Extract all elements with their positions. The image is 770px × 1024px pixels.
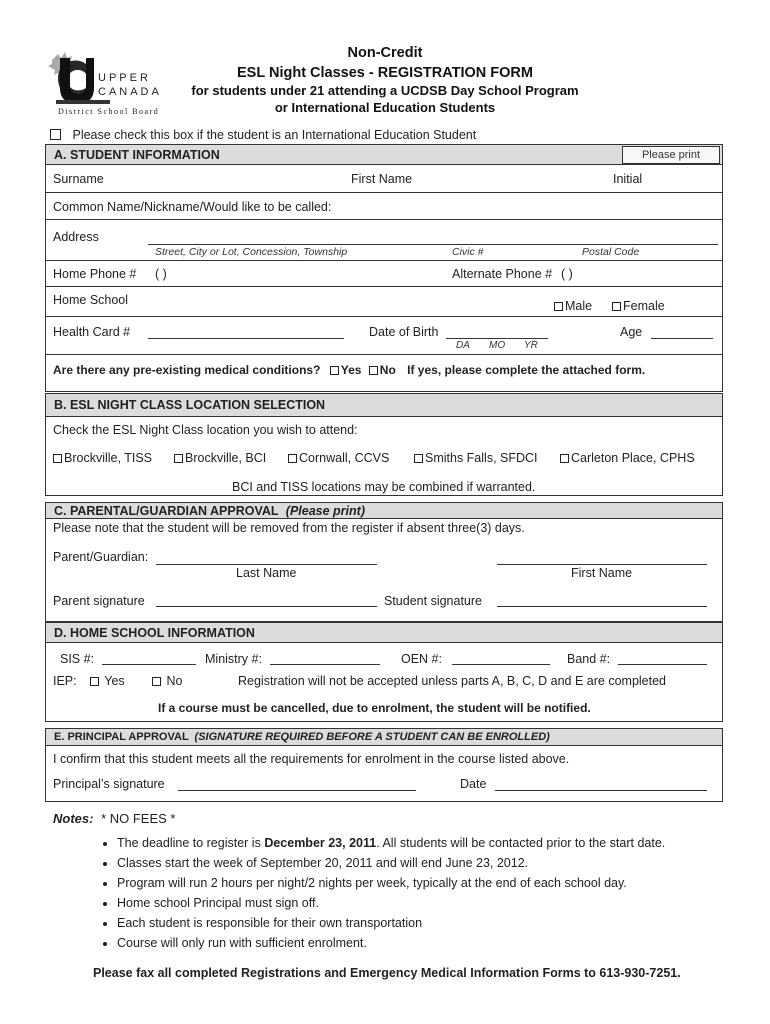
section-e-title-tail: (SIGNATURE REQUIRED BEFORE A STUDENT CAN BE ENROLLED) [194, 731, 550, 743]
no-fees: * NO FEES * [101, 811, 176, 826]
location-note: BCI and TISS locations may be combined if warranted. [232, 480, 536, 494]
home-phone-label: Home Phone # [53, 267, 137, 281]
medical-tail: If yes, please complete the attached form. [407, 363, 646, 377]
section-c-header [45, 502, 723, 519]
dob-mo: MO [489, 340, 506, 351]
alt-phone-label: Alternate Phone # [452, 267, 553, 281]
band-line[interactable] [618, 664, 707, 665]
iep-no-option[interactable] [152, 674, 182, 688]
principal-signature-label: Principal’s signature [53, 777, 165, 791]
section-e-header [45, 728, 723, 746]
age-line[interactable] [651, 338, 713, 339]
ministry-line[interactable] [270, 664, 380, 665]
location-checkbox-3[interactable] [288, 454, 297, 463]
age-label: Age [620, 325, 643, 339]
student-signature-line[interactable] [497, 606, 707, 607]
student-signature-label: Student signature [384, 594, 482, 608]
location-label-3: Cornwall, CCVS [299, 451, 390, 465]
section-a-title: A. STUDENT INFORMATION [54, 148, 220, 162]
dob-line[interactable] [446, 338, 548, 339]
fax-instruction: Please fax all completed Registrations and Emergency Medical Information Forms to 613-930-7251. [93, 966, 681, 980]
notes-item: • Classes start the week of September 20, 2011 and will end June 23, 2012. [117, 856, 665, 871]
last-name-caption: Last Name [236, 566, 297, 580]
parent-guardian-label: Parent/Guardian: [53, 550, 149, 564]
location-label-4: Smiths Falls, SFDCI [425, 451, 538, 465]
principal-confirm: I confirm that this student meets all the requirements for enrolment in the course listed above. [53, 752, 570, 766]
medical-no-checkbox[interactable] [369, 366, 378, 375]
section-b-title: B. ESL NIGHT CLASS LOCATION SELECTION [54, 398, 326, 412]
notes-item: • Each student is responsible for their own transportation [117, 916, 665, 931]
medical-question: Are there any pre-existing medical conditions? [53, 363, 321, 377]
iep-no-label: No [166, 674, 183, 688]
address-sub-postal: Postal Code [582, 246, 640, 258]
surname-label: Surname [53, 172, 104, 186]
location-checkbox-4[interactable] [414, 454, 423, 463]
parent-signature-label: Parent signature [53, 594, 145, 608]
sis-line[interactable] [102, 664, 196, 665]
medical-no-label: No [379, 363, 396, 377]
address-sub-street: Street, City or Lot, Concession, Township [155, 246, 348, 258]
parent-first-name-line[interactable] [497, 564, 707, 565]
location-option-5[interactable] [560, 451, 695, 465]
logo-board: District School Board [58, 107, 160, 116]
home-school-label: Home School [53, 293, 129, 307]
header-line3: for students under 21 attending a UCDSB Day School Program [191, 83, 579, 98]
medical-yes-checkbox[interactable] [330, 366, 339, 375]
male-option[interactable] [554, 299, 592, 313]
section-e-title: E. PRINCIPAL APPROVAL [54, 731, 189, 743]
logo-canada: CANADA [98, 86, 162, 98]
location-instruction: Check the ESL Night Class location you wish to attend: [53, 423, 358, 437]
oen-line[interactable] [452, 664, 550, 665]
location-checkbox-2[interactable] [174, 454, 183, 463]
notes-item-deadline: • The deadline to register is December 23, 2011. All students will be contacted prior to the start date. [117, 836, 665, 851]
header-line4: or International Education Students [274, 100, 496, 115]
iep-label: IEP: [53, 674, 77, 688]
notes-item: • Program will run 2 hours per night/2 nights per week, typically at the end of each school day. [117, 876, 665, 891]
common-name-label: Common Name/Nickname/Would like to be called: [53, 200, 332, 214]
notes-label: Notes: [53, 811, 94, 826]
location-checkbox-5[interactable] [560, 454, 569, 463]
male-label: Male [565, 299, 593, 313]
address-line[interactable] [148, 244, 718, 245]
location-option-4[interactable] [414, 451, 538, 465]
medical-yes-label: Yes [340, 363, 362, 377]
section-c-title-tail: (Please print) [285, 504, 365, 518]
medical-row [53, 363, 645, 377]
male-checkbox[interactable] [554, 302, 563, 311]
cancel-note: If a course must be cancelled, due to enrolment, the student will be notified. [158, 701, 591, 715]
dob-yr: YR [524, 340, 538, 351]
female-label: Female [623, 299, 665, 313]
please-print-badge: Please print [622, 146, 720, 164]
address-sub-civic: Civic # [452, 246, 484, 258]
logo-upper: UPPER [98, 72, 151, 84]
location-option-1[interactable] [53, 451, 152, 465]
female-option[interactable] [612, 299, 665, 313]
sis-label: SIS #: [60, 652, 95, 666]
notes-list [72, 836, 665, 956]
intl-checkbox[interactable] [50, 129, 61, 140]
notes-heading [53, 811, 176, 826]
dob-da: DA [456, 340, 470, 351]
parent-last-name-line[interactable] [156, 564, 377, 565]
iep-yes-label: Yes [104, 674, 125, 688]
removal-notice: Please note that the student will be removed from the register if absent three(3) days. [53, 521, 525, 535]
first-name-label: First Name [351, 172, 413, 186]
intl-check-row [50, 128, 476, 142]
header-line2: ESL Night Classes - REGISTRATION FORM [237, 65, 533, 81]
notes-item: • Home school Principal must sign off. [117, 896, 665, 911]
section-c-title: C. PARENTAL/GUARDIAN APPROVAL [54, 504, 279, 518]
iep-no-checkbox[interactable] [152, 677, 161, 686]
iep-yes-checkbox[interactable] [90, 677, 99, 686]
ministry-label: Ministry #: [205, 652, 262, 666]
first-name-caption: First Name [571, 566, 633, 580]
principal-signature-line[interactable] [178, 790, 416, 791]
section-d-title: D. HOME SCHOOL INFORMATION [54, 626, 255, 640]
iep-yes-option[interactable] [90, 674, 125, 688]
location-label-2: Brockville, BCI [185, 451, 267, 465]
header-line1: Non-Credit [347, 45, 423, 61]
principal-date-label: Date [460, 777, 487, 791]
dob-label: Date of Birth [369, 325, 439, 339]
principal-date-line[interactable] [495, 790, 707, 791]
location-checkbox-1[interactable] [53, 454, 62, 463]
health-card-label: Health Card # [53, 325, 131, 339]
female-checkbox[interactable] [612, 302, 621, 311]
initial-label: Initial [613, 172, 643, 186]
registration-note: Registration will not be accepted unless parts A, B, C, D and E are completed [238, 674, 667, 688]
location-label-5: Carleton Place, CPHS [571, 451, 695, 465]
band-label: Band #: [567, 652, 611, 666]
home-phone-parens[interactable]: ( ) [155, 267, 167, 281]
intl-check-label: Please check this box if the student is an International Education Student [72, 128, 477, 142]
section-d-header [45, 622, 723, 643]
section-b-header [45, 393, 723, 417]
location-option-3[interactable] [288, 451, 389, 465]
alt-phone-parens[interactable]: ( ) [561, 267, 573, 281]
notes-item: • Course will only run with sufficient enrolment. [117, 936, 665, 951]
health-card-line[interactable] [148, 338, 344, 339]
oen-label: OEN #: [401, 652, 442, 666]
row-phones [45, 261, 723, 287]
address-label: Address [53, 230, 99, 244]
location-label-1: Brockville, TISS [64, 451, 152, 465]
location-option-2[interactable] [174, 451, 266, 465]
parent-signature-line[interactable] [156, 606, 377, 607]
